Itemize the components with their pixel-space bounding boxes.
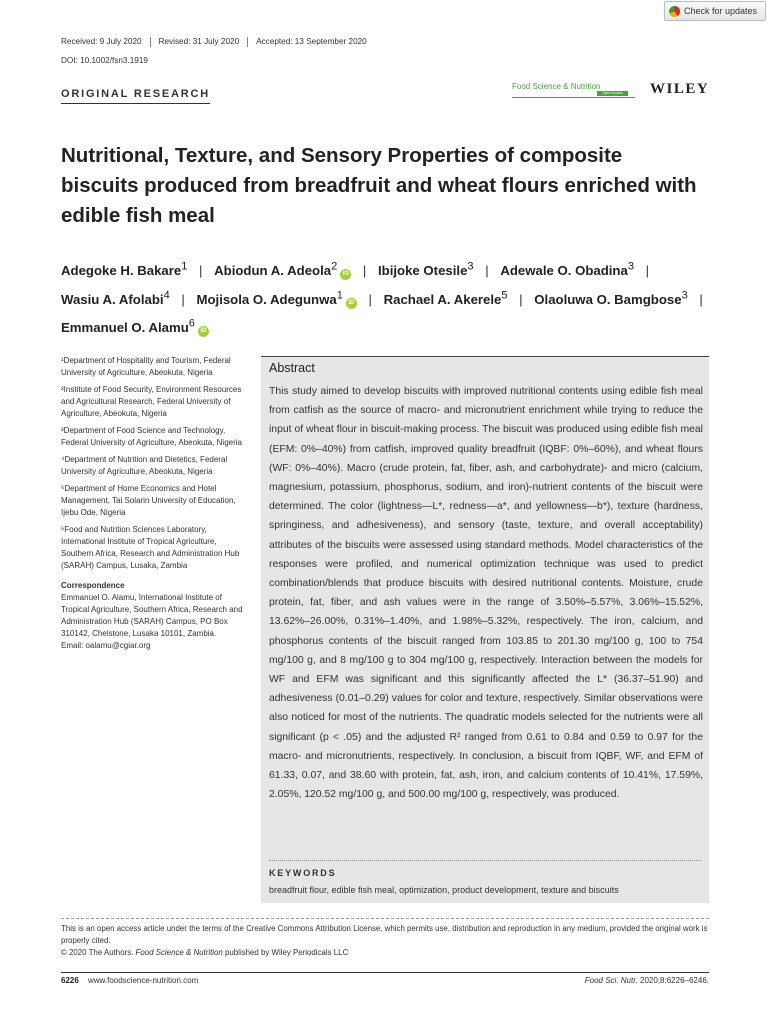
abstract-text: This study aimed to develop biscuits with improved nutritional contents using edible fish meal from catfish as the source of macro- and micronutrient enrichment while trying to reduce the input of wheat flour in biscuit-making process. The biscuit was produced using edible fish meal (EFM: 0%–40%) from catfish, improved quality breadfruit (IQBF: 0%–60%), and wheat flours (WF: 0%–40%). Macro (crude protein, fat, fiber, ash, and carbohydrate)- and micro (calcium, magnesium, potassium, phosphorus, sodium, and iron)-nutrient contents of the biscuit were determined. The color (lightness—L*, redness—a*, and yellowness—b*), texture (hardness, springiness, and adhesiveness), and sensory (taste, texture, and overall acceptability) attributes of the biscuits were assessed using standard methods. Model characteristics of the responses were profiled, and numerical optimization technique was used to predict combination/blends that produce biscuits with desired nutritional contents. Moisture, crude protein, fat, fiber, and ash values were in the range of 3.50%–5.57%, 3.06%–15.52%, 13.62%–26.00%, 0.31%–1.40%, and 1.98%–5.32%, respectively. The iron, calcium, and phosphorus contents of the biscuit ranged from 103.85 to 201.30 mg/100 g, 100 to 754 mg/100 g, and 8 mg/100 g to 304 mg/100 g, respectively. Interaction between the models for WF and EFM was significant and this significantly affected the L* (36.37–51.90) and adhesiveness (0.01–0.29) values for color and texture, respectively. Similar observations were also noticed for most of the nutrients. The quadratic models selected for the nutrients were all significant (p < .05) and the adjusted R² ranged from 0.61 to 0.84 and 0.59 to 0.97 for the macro- and micronutrients, respectively. In conclusion, a biscuit from IQBF, WF, and EFM of 61.33, 0.07, and 38.60 with protein, fat, ash, iron, and calcium contents of 10.41%, 17.59%, 2.05%, 120.52 mg/100 g, and 500.00 mg/100 g, respectively, was produced. — [269, 386, 703, 801]
author-separator: | — [519, 291, 523, 307]
footer-rule — [61, 972, 709, 973]
affiliation: ¹Department of Hospitality and Tourism, Federal University of Agriculture, Abeokuta, Nigeria — [61, 356, 231, 377]
affiliation: ⁶Food and Nutrition Sciences Laboratory, International Institute of Tropical Agriculture, Southern Africa, Research and Administration Hub (SARAH) Campus, Lusaka, Zambia — [61, 525, 240, 570]
journal-logo-text: Food Science & Nutrition — [512, 82, 601, 91]
author-name[interactable]: Wasiu A. Afolabi — [61, 291, 164, 307]
keywords-heading: KEYWORDS — [269, 868, 337, 878]
journal-website-link[interactable]: www.foodscience-nutrition.com — [88, 976, 199, 985]
author-separator: | — [645, 263, 650, 279]
author-separator: | — [368, 291, 372, 307]
author-affiliation-marker: 5 — [501, 289, 508, 302]
open-access-badge: Open Access — [597, 91, 628, 96]
author-separator: | — [362, 263, 367, 279]
author-separator: | — [199, 263, 203, 279]
check-for-updates-label: Check for updates — [683, 6, 757, 16]
crossmark-icon — [669, 6, 680, 17]
orcid-icon[interactable]: iD — [340, 269, 351, 280]
check-for-updates-button[interactable] — [664, 1, 766, 21]
author-separator: | — [181, 291, 185, 307]
article-dates — [61, 37, 375, 47]
author-name[interactable]: Adewale O. Obadina — [500, 263, 628, 279]
author-affiliation-marker: 3 — [467, 261, 474, 273]
received-date: Received: 9 July 2020 — [61, 37, 142, 46]
author-name[interactable]: Ibijoke Otesile — [377, 263, 468, 279]
article-title: Nutritional, Texture, and Sensory Properties of composite biscuits produced from breadfruit and wheat flours enriched with edible fish meal — [61, 144, 697, 227]
author-separator: | — [485, 263, 489, 279]
author-affiliation-marker: 6 — [188, 317, 195, 330]
copyright-line: © 2020 The Authors. Food Science & Nutrition published by Wiley Periodicals LLC — [61, 948, 349, 957]
keywords-text: breadfruit flour, edible fish meal, optimization, product development, texture and biscuits — [269, 885, 619, 895]
abstract-top-rule — [261, 356, 709, 357]
author-name[interactable]: Olaoluwa O. Bamgbose — [534, 291, 682, 307]
orcid-icon[interactable]: iD — [346, 298, 357, 309]
doi[interactable]: DOI: 10.1002/fsn3.1919 — [61, 56, 148, 65]
author-affiliation-marker: 4 — [163, 289, 170, 302]
accepted-date: Accepted: 13 September 2020 — [247, 37, 375, 47]
journal-logo-rule — [512, 97, 635, 98]
author-name[interactable]: Rachael A. Akerele — [383, 291, 502, 307]
author-name[interactable]: Emmanuel O. Alamu — [61, 320, 189, 336]
license-text: This is an open access article under the terms of the Creative Commons Attribution License, which permits use, distribution and reproduction in any medium, provided the original work is properly cited. — [61, 924, 708, 945]
author-affiliation-marker: 1 — [336, 289, 343, 302]
orcid-icon[interactable]: iD — [198, 326, 209, 337]
page-number: 6226 — [61, 976, 79, 985]
affiliation: ⁴Department of Nutrition and Dietetics, Federal University of Agriculture, Abeokuta, Nigeria — [61, 455, 228, 476]
license-divider — [61, 918, 709, 919]
abstract-heading: Abstract — [269, 361, 315, 375]
revised-date: Revised: 31 July 2020 — [150, 37, 248, 47]
affiliation: ⁵Department of Home Economics and Hotel Management, Tai Solarin University of Education, Ijebu Ode, Nigeria — [61, 484, 236, 517]
author-affiliation-marker: 2 — [331, 261, 338, 273]
affiliation: ²Institute of Food Security, Environment Resources and Agricultural Research, Federal University of Agriculture, Abeokuta, Nigeria — [61, 385, 242, 418]
author-affiliation-marker: 1 — [181, 261, 188, 273]
publisher-logo: WILEY — [650, 81, 710, 97]
license-note — [61, 923, 711, 959]
author-affiliation-marker: 3 — [627, 261, 634, 273]
author-affiliation-marker: 3 — [681, 289, 688, 302]
author-name[interactable]: Adegoke H. Bakare — [61, 263, 182, 279]
citation: Food Sci. Nutr. 2020;8:6226–6246. — [584, 976, 709, 985]
correspondence-heading: Correspondence — [61, 581, 125, 590]
affiliation: ³Department of Food Science and Technology, Federal University of Agriculture, Abeokuta, Nigeria — [61, 426, 242, 447]
section-label: ORIGINAL RESEARCH — [61, 88, 210, 104]
author-list — [61, 255, 731, 340]
affiliations-column — [61, 355, 251, 652]
correspondence-text: Emmanuel O. Alamu, International Institute of Tropical Agriculture, Southern Africa, Research and Administration Hub (SARAH) Campus, PO Box 310142, Chelstone, Lusaka 10101, Zambia. — [61, 593, 243, 638]
keywords-divider — [269, 860, 701, 861]
correspondence-email[interactable]: Email: oalamu@cgiar.org — [61, 641, 151, 650]
author-separator: | — [699, 291, 703, 307]
author-name[interactable]: Abiodun A. Adeola — [214, 263, 332, 279]
author-name[interactable]: Mojisola O. Adegunwa — [196, 291, 337, 307]
